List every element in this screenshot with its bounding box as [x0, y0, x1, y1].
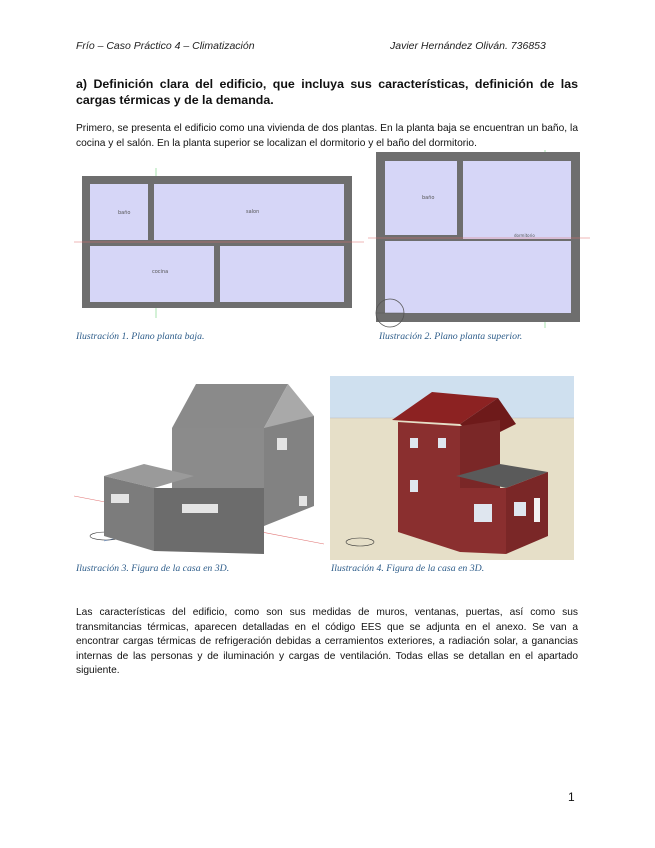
tall-block-right — [264, 416, 314, 526]
upper-floor-plan — [368, 150, 590, 328]
header-right: Javier Hernández Oliván. 736853 — [390, 40, 546, 52]
label-bath: baño — [422, 195, 435, 201]
window — [111, 494, 129, 503]
room-extra — [220, 246, 344, 302]
window — [182, 504, 218, 513]
page-number: 1 — [568, 790, 575, 804]
room-bedroom — [385, 241, 571, 313]
caption-fig1: Ilustración 1. Plano planta baja. — [76, 331, 205, 342]
window — [514, 502, 526, 516]
caption-fig4: Ilustración 4. Figura de la casa en 3D. — [331, 563, 485, 574]
section-heading: a) Definición clara del edificio, que incluya sus características, definición de las cargas térmicas y de la demanda. — [76, 77, 578, 107]
window — [410, 438, 418, 448]
window — [474, 504, 492, 522]
gray-3d-model — [74, 376, 324, 558]
window — [410, 480, 418, 492]
window — [299, 496, 307, 506]
ground-floor-plan — [74, 168, 364, 318]
room-bath — [385, 161, 457, 235]
room-upper-right — [463, 161, 571, 239]
main-block-side — [398, 422, 460, 552]
brick-3d-model — [330, 376, 574, 560]
window — [438, 438, 446, 448]
door — [534, 498, 540, 522]
wing-front — [154, 488, 264, 554]
caption-fig3: Ilustración 3. Figura de la casa en 3D. — [76, 563, 230, 574]
label-bath: baño — [118, 210, 131, 216]
label-bedroom: dormitorio — [514, 233, 535, 238]
body-paragraph: Las características del edificio, como son sus medidas de muros, ventanas, puertas, así como sus transmitancias térmicas, aparecen detalladas en el código EES que se adjunta en el anexo. Se van a encontrar cargas térmicas de refrigeración debidas a cerramientos exteriores, a radiación solar, a ganancias internas de las personas y de iluminación y cargas de ventilación. Todas ellas se detallan en el apartado siguiente. — [76, 607, 578, 677]
label-living: salon — [246, 209, 260, 215]
intro-paragraph: Primero, se presenta el edificio como una vivienda de dos plantas. En la planta baja se encuentran un baño, la cocina y el salón. En la planta superior se localizan el dormitorio y el baño del dormitorio. — [76, 123, 578, 149]
caption-fig2: Ilustración 2. Plano planta superior. — [379, 331, 523, 342]
label-kitchen: cocina — [152, 269, 169, 275]
header-left: Frío – Caso Práctico 4 – Climatización — [76, 40, 255, 52]
window — [277, 438, 287, 450]
